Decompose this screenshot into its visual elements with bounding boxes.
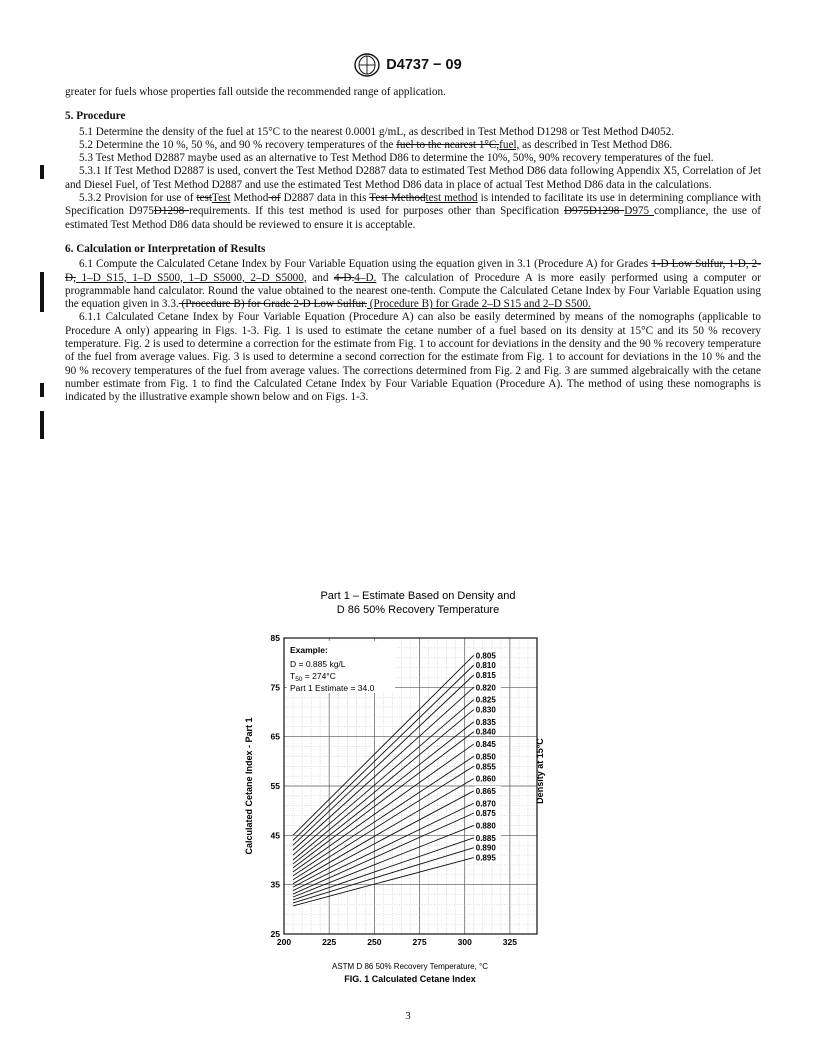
paragraph-5-3-2: 5.3.2 Provision for use of testTest Method of D2887 data in this Test Methodtest method is intended to facilitate its use in determining compliance with Specification D975D1298 requirements. If this test method is used for purposes other than Specification D975D1298 D975 compliance, the use of estimated Test Method D86 data should be reviewed to ensure it is acceptable. — [65, 192, 762, 231]
page-number: 3 — [405, 1010, 411, 1022]
inserted-text: 4–D. — [354, 271, 377, 284]
density-label-0.805: 0.805 — [475, 651, 496, 661]
inserted-text: Test — [212, 192, 231, 205]
chart-title-line-2: D 86 50% Recovery Temperature — [336, 604, 500, 616]
density-label-0.835: 0.835 — [475, 717, 496, 727]
deleted-text: (Procedure B) for Grade 2-D Low Sulfur. — [178, 298, 367, 311]
paragraph-6-1-1: 6.1.1 Calculated Cetane Index by Four Variable Equation (Procedure A) can also be easily determined by means of the nomographs (applicable to Procedure A only) appearing in Figs. 1-3. Fig. 1 is used to estimate the cetane number of a fuel based on its density at 15°C and its 50 % recovery temperature. Fig. 2 is used to determine a correction for the estimate from Fig. 1 to account for deviations in the density and the 90 % recovery temperature of the fuel from average values. Fig. 3 is used to determine a second correction for the estimate from Fig. 1 to account for deviations in the 10 % and the 90 % recovery temperatures of the fuel from average values. The corrections determined from Fig. 2 and Fig. 3 are summed algebraically with the cetane number estimate from Fig. 1 to find the Calculated Cetane Index by Four Variable Equation (Procedure A). The method of using these nomographs is indicated by the illustrative example shown below and on Figs. 1-3. — [65, 311, 761, 404]
density-line-0.830 — [293, 710, 474, 860]
section-5-heading: 5. Procedure — [65, 110, 126, 123]
density-label-0.875: 0.875 — [475, 809, 496, 819]
deleted-text: 1-D Low Sulfur, 1-D, 2-D, — [65, 258, 761, 284]
figure-caption: FIG. 1 Calculated Cetane Index — [344, 974, 476, 984]
density-label-0.870: 0.870 — [475, 799, 496, 809]
density-label-0.880: 0.880 — [475, 821, 496, 831]
density-label-0.865: 0.865 — [475, 786, 496, 796]
change-bar — [40, 383, 44, 397]
density-label-0.890: 0.890 — [475, 843, 496, 853]
y-tick-label: 35 — [270, 879, 280, 890]
intro-paragraph: greater for fuels whose properties fall outside the recommended range of application. — [65, 86, 446, 98]
density-label-0.810: 0.810 — [475, 661, 496, 671]
y-tick-label: 75 — [270, 682, 280, 693]
density-label-0.860: 0.860 — [475, 774, 496, 784]
x-tick-label: 325 — [502, 937, 517, 947]
paragraph-6-1: 6.1 Compute the Calculated Cetane Index by Four Variable Equation using the equation given in 3.1 (Procedure A) for Grades 1-D Low Sulfur, 1-D, 2-D, 1–D S15, 1–D S500, 1–D S5000, 2–D S5000, and 4-D.4–D. The calculation of Procedure A is more easily performed using a computer or programmable hand calculator. Round the value obtained to the nearest one-tenth. Compute the Calculated Cetane Index by Four Variable Equation using the equation given in 3.3. (Procedure B) for Grade 2-D Low Sulfur. (Procedure B) for Grade 2–D S15 and 2–D S500. — [65, 258, 761, 311]
deleted-text: Test Method — [369, 192, 426, 205]
inserted-text: (Procedure B) for Grade 2–D S15 and 2–D S500. — [367, 298, 591, 311]
deleted-text: of — [268, 192, 281, 205]
y-tick-labels — [271, 633, 281, 939]
density-label-0.850: 0.850 — [475, 752, 496, 762]
cetane-nomograph-chart — [238, 586, 578, 1006]
page-header — [0, 52, 816, 78]
density-label-0.895: 0.895 — [475, 853, 496, 863]
y-axis-label: Calculated Cetane Index - Part 1 — [244, 717, 254, 855]
y-tick-label: 25 — [270, 929, 280, 939]
example-heading: Example: — [290, 645, 328, 655]
x-axis-label: ASTM D 86 50% Recovery Temperature, °C — [332, 962, 488, 971]
change-bar — [40, 272, 44, 312]
change-bar — [40, 411, 44, 439]
body-text — [65, 86, 761, 405]
paragraph-5-3: 5.3 Test Method D2887 maybe used as an alternative to Test Method D86 to determine the 10%, 50%, 90% recovery temperatures of the fuel. — [79, 152, 714, 165]
x-tick-label: 200 — [276, 937, 292, 947]
density-label-0.840: 0.840 — [475, 727, 496, 737]
density-label-0.830: 0.830 — [475, 705, 496, 715]
figure-1 — [238, 586, 578, 1006]
deleted-text: fuel to the nearest 1°C, — [396, 138, 500, 151]
x-tick-label: 300 — [457, 937, 472, 947]
deleted-text: test — [196, 192, 213, 205]
x-tick-label: 250 — [367, 937, 382, 947]
y-tick-label: 65 — [270, 731, 280, 742]
paragraph-5-3-1: 5.3.1 If Test Method D2887 is used, convert the Test Method D2887 data to estimated Test Method D86 data following Appendix X5, Correlation of Jet and Diesel Fuel, of Test Method D2887 and use the estimated Test Method D86 data in place of actual Test Method D86 data in the calculations. — [65, 165, 761, 191]
section-6-heading: 6. Calculation or Interpretation of Results — [65, 242, 266, 255]
density-label-0.815: 0.815 — [475, 671, 496, 680]
inserted-text: D975 — [624, 205, 655, 218]
chart-title-line-1: Part 1 – Estimate Based on Density and — [320, 590, 516, 602]
example-density: D = 0.885 kg/L — [290, 659, 346, 669]
x-tick-label: 275 — [412, 937, 427, 947]
example-estimate: Part 1 Estimate = 34.0 — [290, 683, 375, 693]
inserted-text: 1–D S15, 1–D S500, 1–D S5000, 2–D S5000, — [75, 271, 307, 284]
deleted-text: 4-D. — [334, 271, 355, 284]
designation: D4737 − 09 — [386, 57, 462, 73]
deleted-text: D975D1298 — [564, 205, 625, 218]
x-tick-labels — [277, 937, 517, 947]
y-tick-label: 85 — [270, 633, 280, 643]
change-bar — [40, 165, 44, 179]
deleted-text: D1298 — [153, 205, 190, 218]
density-line-0.865 — [293, 791, 474, 887]
y-tick-label: 45 — [270, 830, 280, 841]
example-t50: $T_{50} = 274^\circ C$ — [290, 671, 336, 683]
density-label-0.885: 0.885 — [475, 833, 496, 843]
astm-logo-icon — [354, 53, 380, 77]
paragraph-5-1: 5.1 Determine the density of the fuel at 15°C to the nearest 0.0001 g/mL, as described in Test Method D1298 or Test Method D4052. — [79, 125, 675, 138]
paragraph-5-2: 5.2 Determine the 10 %, 50 %, and 90 % recovery temperatures of the fuel to the nearest 1°C,fuel, as described in Test Method D86. — [79, 138, 673, 151]
density-line-0.825 — [293, 700, 474, 855]
density-label-0.825: 0.825 — [475, 695, 496, 705]
density-label-0.855: 0.855 — [475, 762, 496, 772]
y-tick-label: 55 — [270, 781, 280, 791]
density-label-0.820: 0.820 — [475, 683, 496, 693]
inserted-text: test method — [425, 192, 478, 205]
x-tick-label: 225 — [322, 937, 337, 947]
density-label-0.845: 0.845 — [475, 740, 496, 750]
inserted-text: fuel, — [499, 138, 520, 151]
density-axis-label: Density at 15°C — [535, 738, 545, 804]
